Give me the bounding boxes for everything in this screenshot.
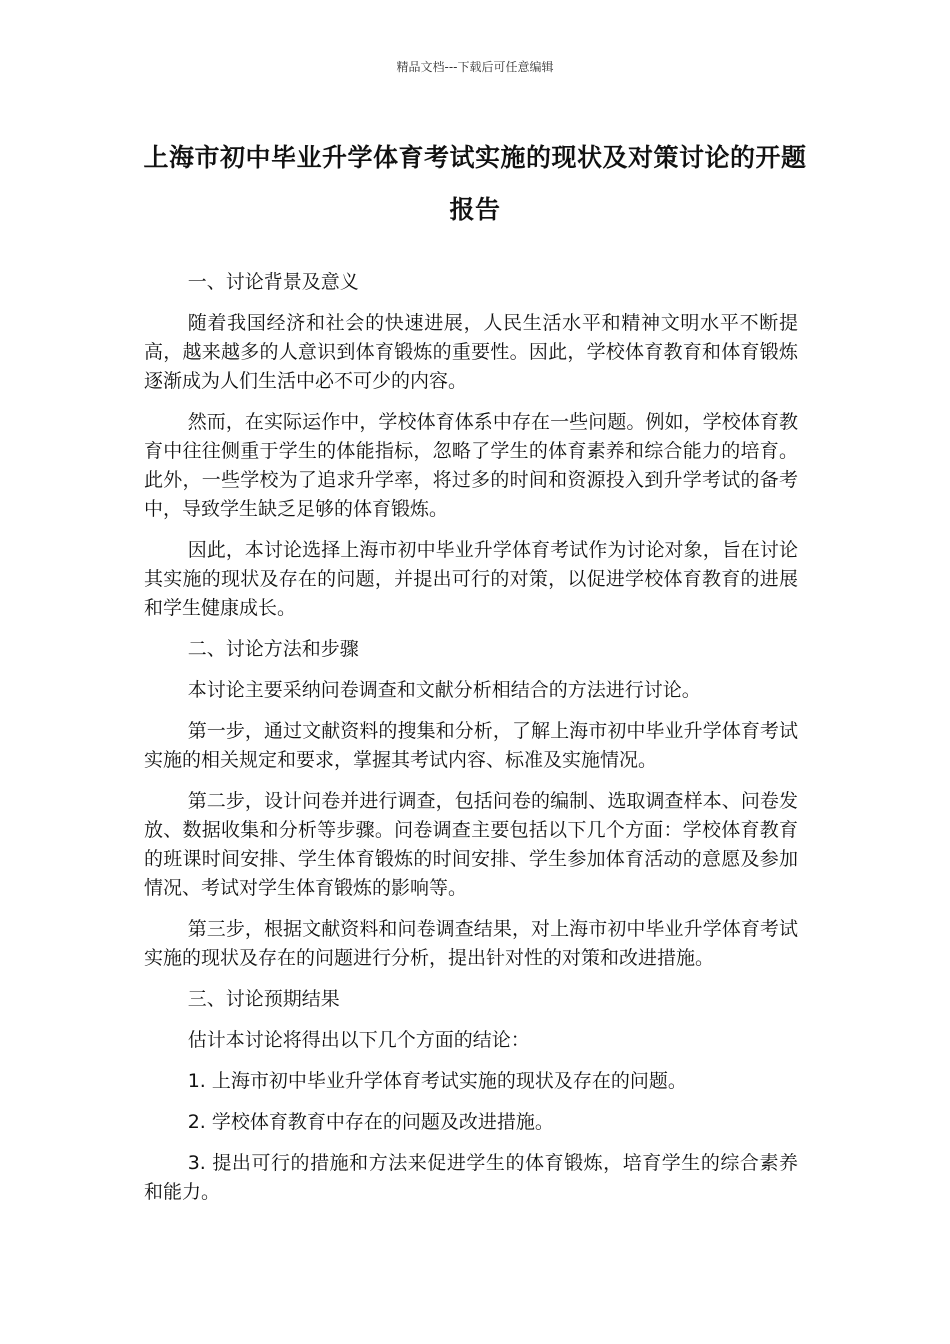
- paragraph: 因此，本讨论选择上海市初中毕业升学体育考试作为讨论对象，旨在讨论其实施的现状及存在的问题，并提出可行的对策，以促进学校体育教育的进展和学生健康成长。: [144, 539, 798, 619]
- paragraph: 第一步，通过文献资料的搜集和分析，了解上海市初中毕业升学体育考试实施的相关规定和要求，掌握其考试内容、标准及实施情况。: [144, 720, 798, 771]
- paragraph: 第三步，根据文献资料和问卷调查结果，对上海市初中毕业升学体育考试实施的现状及存在的问题进行分析，提出针对性的对策和改进措施。: [144, 918, 798, 969]
- paragraph: 随着我国经济和社会的快速进展，人民生活水平和精神文明水平不断提高，越来越多的人意识到体育锻炼的重要性。因此，学校体育教育和体育锻炼逐渐成为人们生活中必不可少的内容。: [144, 312, 798, 392]
- document-title: 上海市初中毕业升学体育考试实施的现状及对策讨论的开题报告: [143, 143, 807, 224]
- list-item: 1. 上海市初中毕业升学体育考试实施的现状及存在的问题。: [187, 1070, 687, 1092]
- section-heading-background: 一、讨论背景及意义: [187, 271, 359, 293]
- header-note: 精品文档---下载后可任意编辑: [396, 60, 554, 74]
- list-item: 3. 提出可行的措施和方法来促进学生的体育锻炼，培育学生的综合素养和能力。: [144, 1152, 798, 1203]
- paragraph: 估计本讨论将得出以下几个方面的结论：: [187, 1029, 530, 1051]
- paragraph: 第二步，设计问卷并进行调查，包括问卷的编制、选取调查样本、问卷发放、数据收集和分析等步骤。问卷调查主要包括以下几个方面：学校体育教育的班课时间安排、学生体育锻炼的时间安排、学生参加体育活动的意愿及参加情况、考试对学生体育锻炼的影响等。: [144, 790, 798, 899]
- paragraph: 然而，在实际运作中，学校体育体系中存在一些问题。例如，学校体育教育中往往侧重于学生的体能指标，忽略了学生的体育素养和综合能力的培育。此外，一些学校为了追求升学率，将过多的时间和资源投入到升学考试的备考中，导致学生缺乏足够的体育锻炼。: [144, 411, 798, 520]
- section-heading-results: 三、讨论预期结果: [187, 988, 340, 1010]
- paragraph: 本讨论主要采纳问卷调查和文献分析相结合的方法进行讨论。: [187, 679, 701, 701]
- document-body: [144, 268, 798, 1219]
- section-heading-method: 二、讨论方法和步骤: [187, 638, 359, 660]
- list-item: 2. 学校体育教育中存在的问题及改进措施。: [187, 1111, 554, 1133]
